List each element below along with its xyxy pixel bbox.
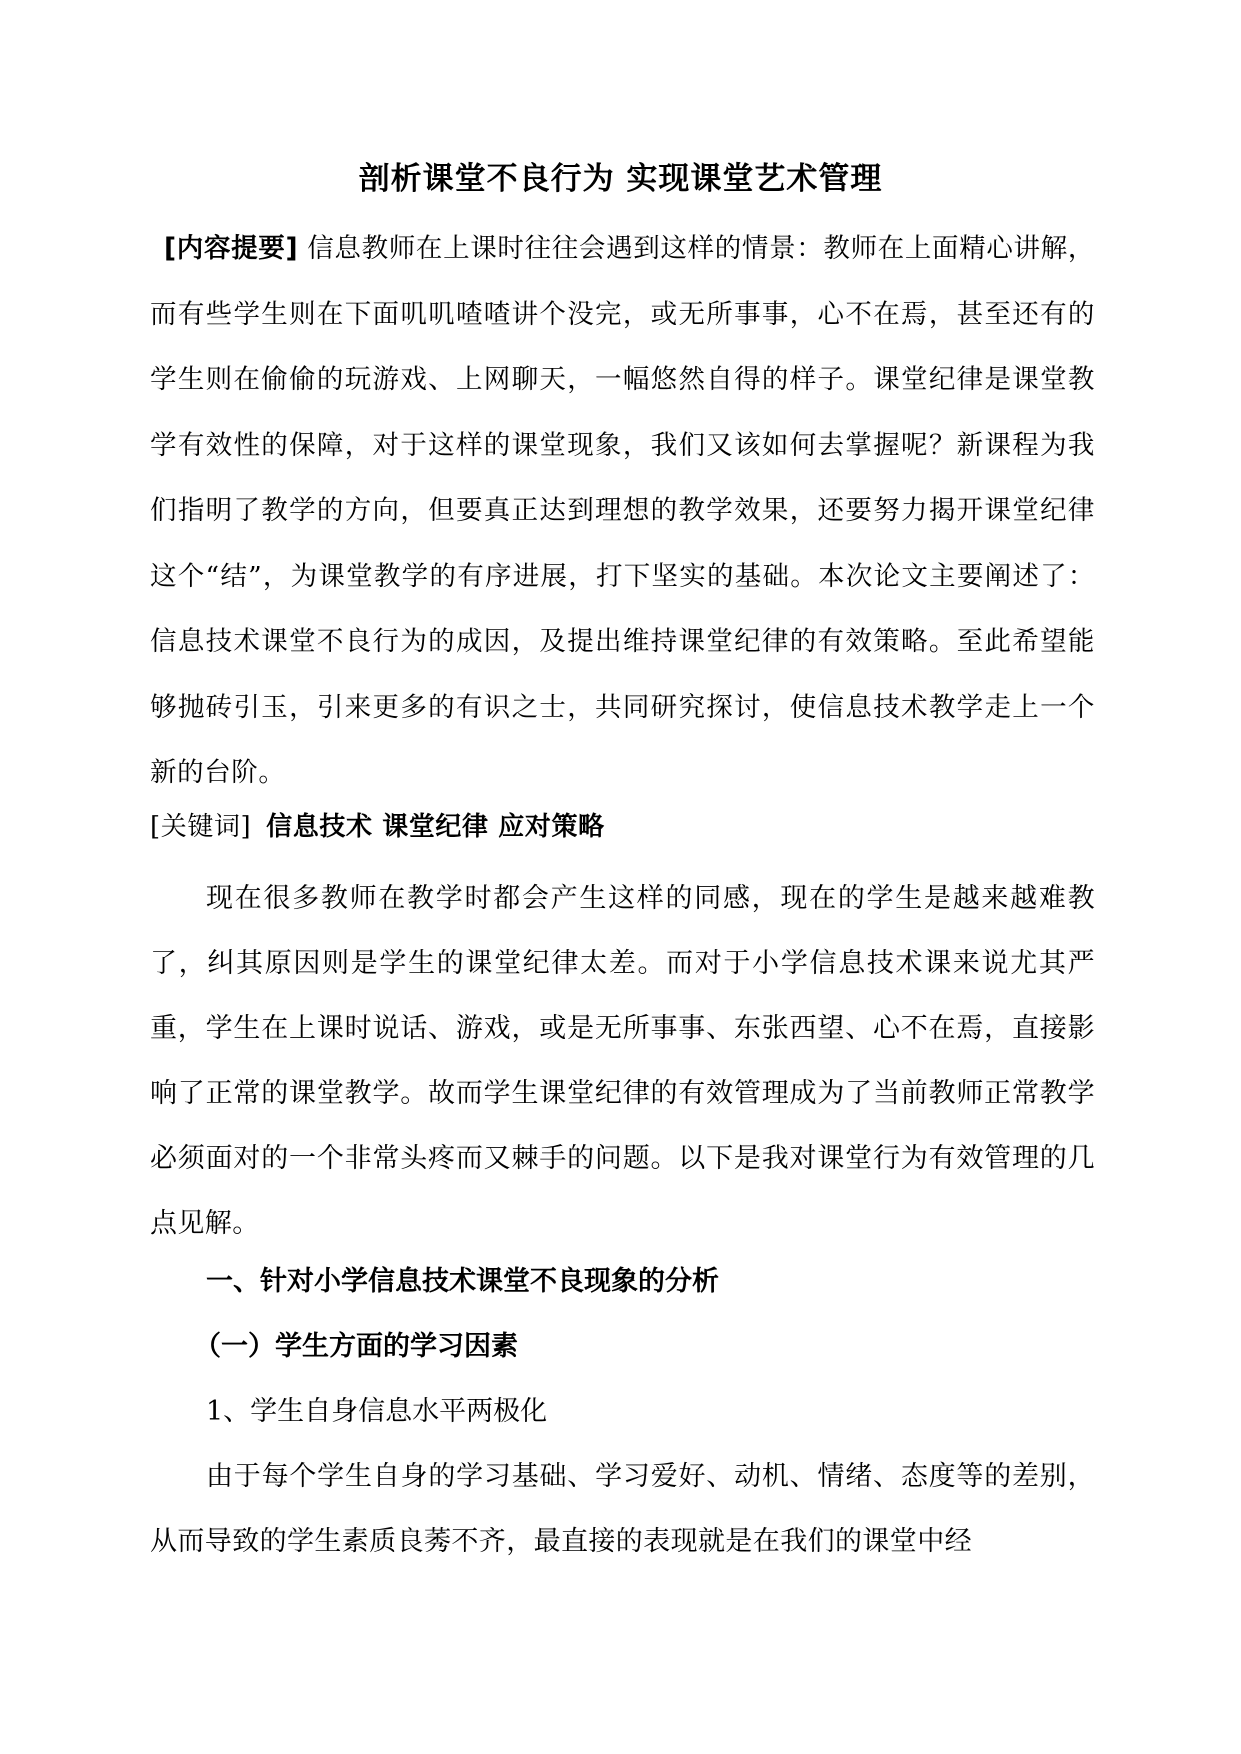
- abstract-label: [内容提要]: [164, 233, 299, 264]
- keywords-line: [150, 802, 1095, 852]
- item-paragraph: 由于每个学生自身的学习基础、学习爱好、动机、情绪、态度等的差别，从而导致的学生素质良莠不齐，最直接的表现就是在我们的课堂中经: [150, 1461, 1095, 1557]
- abstract-text: 信息教师在上课时往往会遇到这样的情景：教师在上面精心讲解，而有些学生则在下面叽叽喳喳讲个没完，或无所事事，心不在焉，甚至还有的学生则在偷偷的玩游戏、上网聊天，一幅悠然自得的样子。课堂纪律是课堂教学有效性的保障，对于这样的课堂现象，我们又该如何去掌握呢？新课程为我们指明了教学的方向，但要真正达到理想的教学效果，还要努力揭开课堂纪律这个“结”，为课堂教学的有序进展，打下坚实的基础。本次论文主要阐述了：信息技术课堂不良行为的成因，及提出维持课堂纪律的有效策略。至此希望能够抛砖引玉，引来更多的有识之士，共同研究探讨，使信息技术教学走上一个新的台阶。: [150, 233, 1095, 788]
- abstract-paragraph: [150, 216, 1095, 806]
- keywords-label: [关键词]: [150, 812, 252, 842]
- subsection-heading: （一）学生方面的学习因素: [194, 1331, 518, 1362]
- document-title: 剖析课堂不良行为 实现课堂艺术管理: [358, 161, 883, 197]
- section-heading: 一、针对小学信息技术课堂不良现象的分析: [206, 1266, 719, 1297]
- intro-paragraph: 现在很多教师在教学时都会产生这样的同感，现在的学生是越来越难教了，纠其原因则是学生的课堂纪律太差。而对于小学信息技术课来说尤其严重，学生在上课时说话、游戏，或是无所事事、东张西望、心不在焉，直接影响了正常的课堂教学。故而学生课堂纪律的有效管理成为了当前教师正常教学必须面对的一个非常头疼而又棘手的问题。以下是我对课堂行为有效管理的几点见解。: [150, 883, 1095, 1239]
- keywords-terms: 信息技术 课堂纪律 应对策略: [266, 812, 605, 842]
- item-heading: 1、学生自身信息水平两极化: [206, 1396, 548, 1427]
